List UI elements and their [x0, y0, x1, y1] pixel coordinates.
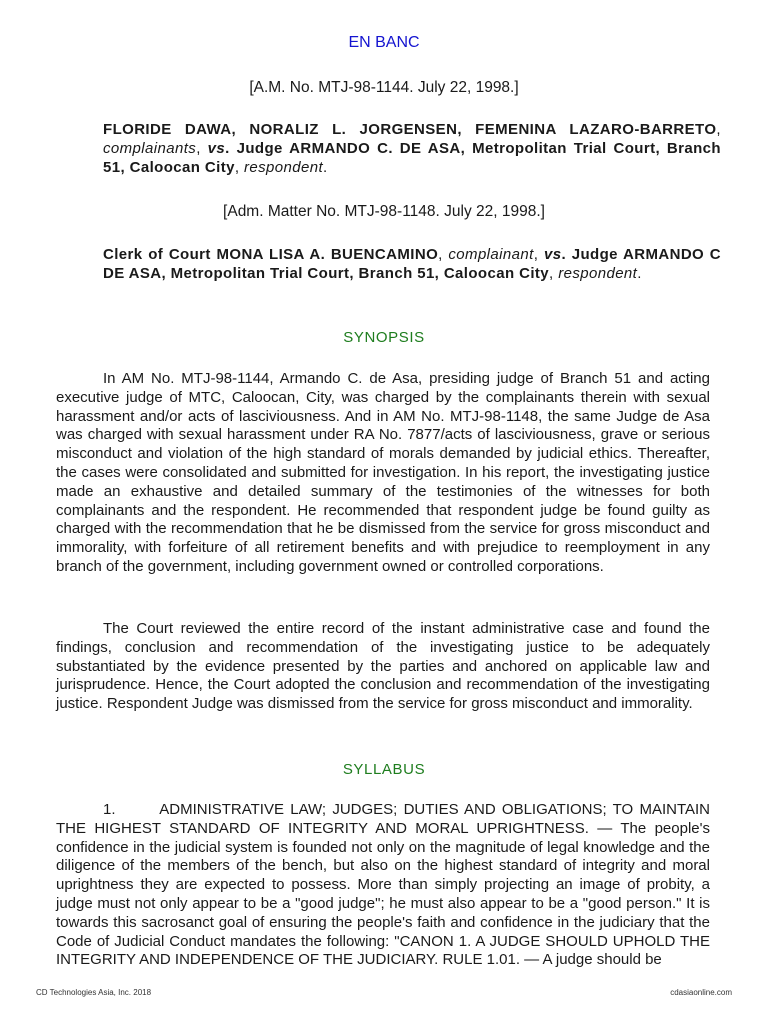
syllabus-heading: SYLLABUS: [342, 761, 426, 778]
respondent-name-2: Judge ARMANDO C DE ASA, Metropolitan Trial Court, Branch 51, Caloocan City: [103, 246, 722, 282]
footer-website: cdasiaonline.com: [670, 988, 732, 997]
synopsis-paragraph-2: The Court reviewed the entire record of the instant administrative case and found the findings, conclusion and recommendation of the investigating justice to be adequately substantiated by the evidence presented by the parties and anchored on applicable law and jurisprudence. Hence, the Court adopted the conclusion and recommendation of the investigating justice. Respondent Judge was dismissed from the service for gross misconduct and immorality.: [56, 620, 710, 713]
syllabus-paragraph-1: 1. ADMINISTRATIVE LAW; JUDGES; DUTIES AND OBLIGATIONS; TO MAINTAIN THE HIGHEST STANDARD OF INTEGRITY AND MORAL UPRIGHTNESS. — The people's confidence in the judicial system is founded not only on the magnitude of legal knowledge and the diligence of the members of the bench, but also on the highest standard of integrity and moral uprightness they are expected to possess. More than simply projecting an image of probity, a judge must not only appear to be a "good judge"; he must also appear to be a "good person." It is towards this sacrosanct goal of ensuring the people's faith and confidence in the judiciary that the Code of Judicial Conduct mandates the following: "CANON 1. A JUDGE SHOULD UPHOLD THE INTEGRITY AND INDEPENDENCE OF THE JUDICIARY. RULE 1.01. — A judge should be: [56, 801, 710, 969]
versus-label: vs: [207, 140, 226, 157]
versus-label-2: vs: [543, 246, 562, 263]
footer-publisher: CD Technologies Asia, Inc. 2018: [36, 988, 152, 997]
respondent-name: Judge ARMANDO C. DE ASA, Metropolitan Trial Court, Branch 51, Caloocan City: [103, 140, 721, 176]
respondent-role: respondent: [243, 159, 324, 176]
case-1-parties: FLORIDE DAWA, NORALIZ L. JORGENSEN, FEMENINA LAZARO-BARRETO, complainants, vs. Judge ARMANDO C. DE ASA, Metropolitan Trial Court, Branch 51, Caloocan City, respondent.: [103, 121, 721, 176]
complainants-role: complainants: [103, 140, 197, 157]
complainants-names: FLORIDE DAWA, NORALIZ L. JORGENSEN, FEMENINA LAZARO-BARRETO: [103, 121, 717, 138]
synopsis-heading: SYNOPSIS: [343, 329, 425, 346]
respondent-role-2: respondent: [558, 265, 638, 282]
complainant-role: complainant: [448, 246, 534, 263]
case-number-1: [A.M. No. MTJ-98-1144. July 22, 1998.]: [249, 79, 519, 96]
synopsis-paragraph-1: In AM No. MTJ-98-1144, Armando C. de Asa, presiding judge of Branch 51 and acting executive judge of MTC, Caloocan, City, was charged by the complainants therein with sexual harassment and/or acts of lasciviousness. And in AM No. MTJ-98-1148, the same Judge de Asa was charged with sexual harassment under RA No. 7877/acts of lasciviousness, grave or serious misconduct and violation of the high standard of morals demanded by judicial ethics. Thereafter, the cases were consolidated and submitted for investigation. In his report, the investigating justice made an exhaustive and detailed summary of the testimonies of the witnesses for both complainants and the respondent. He recommended that respondent judge be found guilty as charged with the recommendation that he be dismissed from the service for gross misconduct and immorality, with forfeiture of all retirement benefits and with prejudice to reemployment in any branch of the government, including government owned or controlled corporations.: [56, 370, 710, 575]
complainant-name: Clerk of Court MONA LISA A. BUENCAMINO: [103, 246, 439, 263]
division-heading: EN BANC: [348, 34, 420, 51]
case-number-2: [Adm. Matter No. MTJ-98-1148. July 22, 1998.]: [223, 203, 545, 220]
case-2-parties: Clerk of Court MONA LISA A. BUENCAMINO, complainant, vs. Judge ARMANDO C DE ASA, Metropolitan Trial Court, Branch 51, Caloocan City, respondent.: [103, 246, 722, 282]
